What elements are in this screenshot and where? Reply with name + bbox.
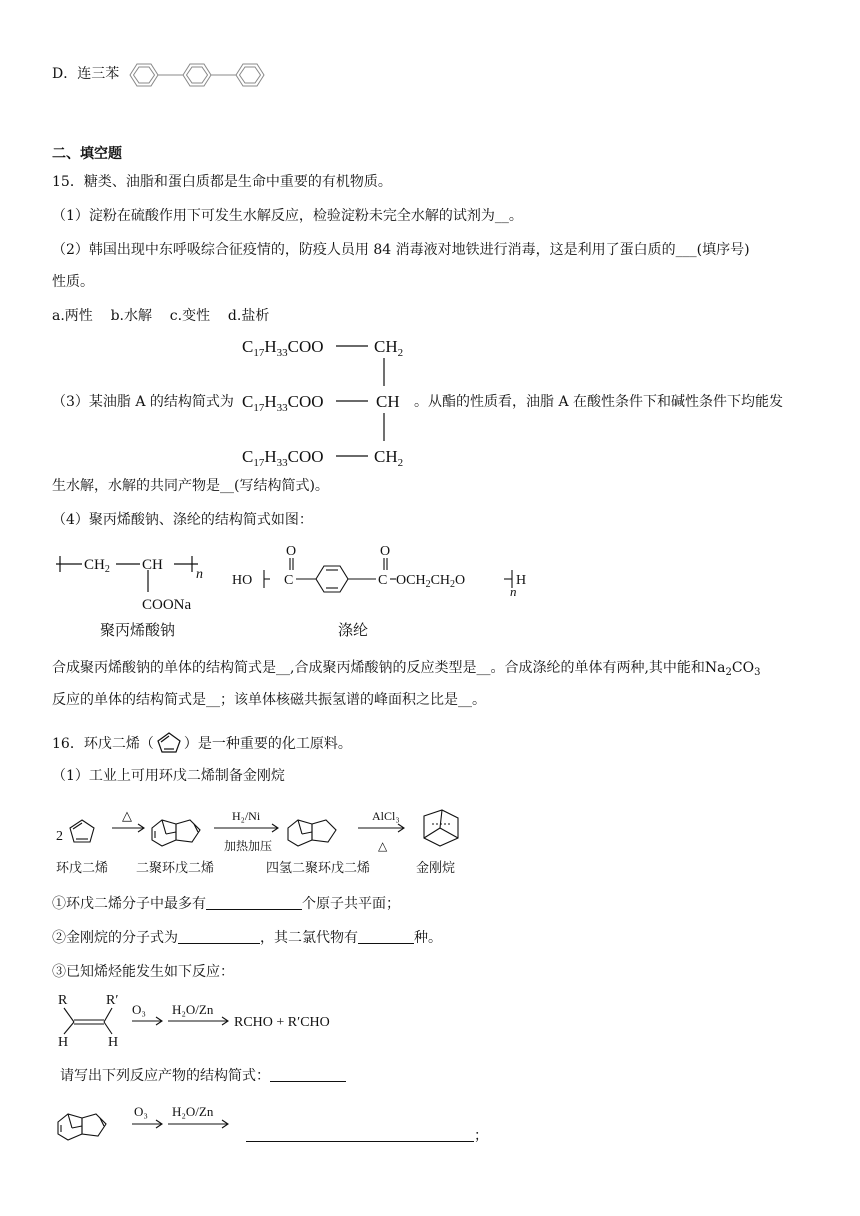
svg-text:O: O — [380, 544, 391, 559]
q16-stem: 16．环戊二烯（ ）是一种重要的化工原料。 — [52, 730, 352, 754]
answer-blank-2[interactable] — [178, 929, 260, 944]
svg-text:n: n — [510, 584, 517, 599]
svg-text:环戊二烯: 环戊二烯 — [56, 860, 109, 875]
terylene-structure — [228, 540, 548, 614]
q15-part4-text: 合成聚丙烯酸钠的单体的结构简式是__,合成聚丙烯酸钠的反应类型是__。合成涤纶的单体有两种,其中能和Na — [52, 660, 726, 676]
q16-sub1: ①环戊二烯分子中最多有 个原子共平面； — [52, 896, 400, 912]
q15-stem: 15．糖类、油脂和蛋白质都是生命中重要的有机物质。 — [52, 174, 392, 190]
svg-text:四氢二聚环戊二烯: 四氢二聚环戊二烯 — [266, 860, 371, 875]
q15-part3-line1a: （3）某油脂 A 的结构简式为 — [52, 394, 234, 410]
terphenyl-structure — [124, 58, 284, 92]
q15-part3-line2: 生水解，水解的共同产物是__(写结构简式)。 — [52, 478, 329, 494]
q16-sub4: 请写出下列反应产物的结构简式： — [60, 1066, 346, 1086]
svg-text:H: H — [108, 1035, 119, 1050]
svg-text:CH2: $CH_2$ — [374, 447, 404, 469]
q16-final: ； — [246, 1126, 488, 1146]
q16-sub2: ②金刚烷的分子式为 ，其二氯代物有 种。 — [52, 930, 442, 946]
answer-blank-5[interactable] — [246, 1127, 474, 1142]
svg-text:加热加压: 加热加压 — [224, 839, 273, 853]
svg-text:2: 2 — [56, 829, 63, 844]
q15-part2-line1: （2）韩国出现中东呼吸综合征疫情的，防疫人员用 84 消毒液对地铁进行消毒，这是利用了蛋白质的___(填序号) — [52, 242, 750, 258]
svg-text:n: n — [196, 567, 203, 582]
svg-text:H₂O/Zn: H₂O/Zn — [172, 1002, 214, 1017]
q16-sub3: ③已知烯烃能发生如下反应： — [52, 964, 234, 980]
polymer2-name: 涤纶 — [338, 621, 369, 639]
ozonolysis-reaction — [52, 990, 372, 1050]
svg-text:H: H — [58, 1035, 69, 1050]
q15-part4-question-line1: 合成聚丙烯酸钠的单体的结构简式是__,合成聚丙烯酸钠的反应类型是__。合成涤纶的单体有两种,其中能和$Na_2CO_3$ — [52, 660, 761, 678]
triglyceride-structure — [236, 334, 416, 472]
q15-options: a.两性 b.水解 c.变性 d.盐析 — [52, 308, 270, 324]
svg-text:CH2: $CH_2$ — [374, 337, 404, 359]
svg-text:C17H33COO: $C_{17}H_{33}COO$ — [242, 337, 324, 359]
svg-text:CH2: $CH_2$ — [84, 557, 110, 575]
svg-text:二聚环戊二烯: 二聚环戊二烯 — [136, 860, 215, 875]
svg-text:CH: CH — [142, 557, 163, 573]
svg-text:HO: HO — [232, 573, 253, 588]
svg-text:RCHO + R′CHO: RCHO + R′CHO — [234, 1015, 330, 1030]
svg-text:金刚烷: 金刚烷 — [416, 860, 456, 875]
q15-part4: （4）聚丙烯酸钠、涤纶的结构简式如图： — [52, 512, 313, 528]
svg-text:OCH2CH2O: $OCH_2CH_2O$ — [396, 573, 466, 590]
svg-text:H: H — [516, 573, 527, 588]
option-d-label: D．连三苯 — [52, 66, 120, 82]
answer-blank-4[interactable] — [270, 1067, 346, 1082]
svg-text:C17H33COO: $C_{17}H_{33}COO$ — [242, 447, 324, 469]
cyclopentadiene-icon — [154, 730, 184, 754]
svg-text:CH: CH — [376, 392, 400, 411]
svg-text:C17H33COO: $C_{17}H_{33}COO$ — [242, 392, 324, 414]
answer-blank-3[interactable] — [358, 929, 414, 944]
dicyclopentadiene-ozonolysis — [52, 1098, 252, 1148]
svg-text:△: △ — [378, 839, 388, 853]
svg-text:R′: R′ — [106, 993, 119, 1008]
section-title: 二、填空题 — [52, 146, 122, 162]
q15-part4-question-line2: 反应的单体的结构简式是__；该单体核磁共振氢谱的峰面积之比是__。 — [52, 692, 486, 708]
q15-part2-line2: 性质。 — [52, 274, 94, 290]
sodium-polyacrylate-structure — [52, 540, 222, 614]
svg-text:O: O — [286, 544, 297, 559]
polymer1-name: 聚丙烯酸钠 — [100, 621, 176, 639]
svg-text:O₃: O₃ — [134, 1104, 148, 1119]
svg-text:H₂/Ni: H₂/Ni — [232, 809, 261, 823]
q16-part1: （1）工业上可用环戊二烯制备金刚烷 — [52, 768, 285, 784]
q15-part1: （1）淀粉在硫酸作用下可发生水解反应，检验淀粉未完全水解的试剂为__。 — [52, 208, 523, 224]
answer-blank-1[interactable] — [206, 895, 302, 910]
svg-text:C: C — [378, 573, 388, 588]
svg-text:R: R — [58, 993, 68, 1008]
svg-text:AlCl₃: AlCl₃ — [372, 809, 400, 823]
adamantane-synthesis-scheme — [52, 806, 472, 880]
svg-text:△: △ — [122, 808, 132, 823]
svg-text:COONa: COONa — [142, 597, 192, 613]
svg-text:H₂O/Zn: H₂O/Zn — [172, 1104, 214, 1119]
q15-part3-line1b: 。从酯的性质看，油脂 A 在酸性条件下和碱性条件下均能发 — [414, 394, 784, 410]
svg-text:C: C — [284, 573, 294, 588]
svg-text:O₃: O₃ — [132, 1002, 146, 1017]
